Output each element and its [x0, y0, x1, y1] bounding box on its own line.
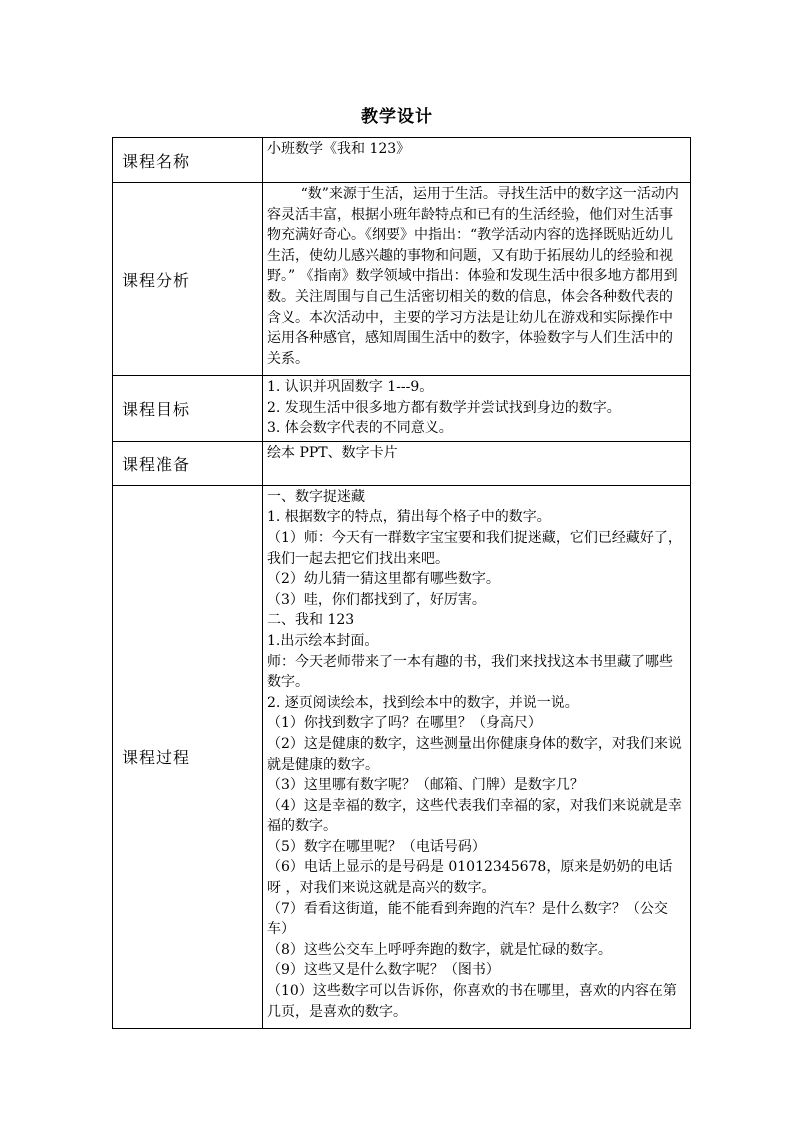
row-course-process: [113, 485, 691, 1028]
process-line: （3）哇，你们都找到了，好厉害。: [267, 591, 486, 608]
process-line: （9）这些又是什么数字呢？（图书）: [267, 962, 500, 979]
process-line: （5）数字在哪里呢？（电话号码）: [267, 838, 486, 855]
goal-item: 1. 认识并巩固数字 1---9。: [267, 379, 434, 395]
course-prep-text: 绘本 PPT、数字卡片: [267, 444, 398, 461]
process-line: 1. 根据数字的特点，猜出每个格子中的数字。: [267, 509, 551, 526]
process-line: 一、数字捉迷藏: [267, 488, 365, 505]
process-line: （10）这些数字可以告诉你，你喜欢的书在哪里，喜欢的内容在第几页，是喜欢的数字。: [267, 983, 677, 1020]
course-goals-label: 课程目标: [113, 376, 263, 442]
process-line: （7）看看这街道，能不能看到奔跑的汽车？是什么数字？（公交车）: [267, 900, 668, 938]
row-course-analysis: [113, 183, 691, 376]
row-course-name: [113, 138, 691, 183]
course-process-value: [263, 485, 691, 1028]
process-line: （2）幼儿猜一猜这里都有哪些数字。: [267, 571, 500, 588]
process-line: （6）电话上显示的是号码是 01012345678，原来是奶奶的电话呀 ，对我们来说这就是高兴的数字。: [267, 859, 673, 897]
course-name-label: 课程名称: [113, 138, 263, 183]
process-line: （1）你找到数字了吗？在哪里？（身高尺）: [267, 715, 542, 732]
process-line: （8）这些公交车上呼呼奔跑的数字，就是忙碌的数字。: [267, 941, 612, 958]
course-name-value: [263, 138, 691, 183]
process-line: 师：今天老师带来了一本有趣的书，我们来找找这本书里藏了哪些数字。: [267, 653, 673, 691]
course-prep-label: 课程准备: [113, 441, 263, 485]
course-goals-value: [263, 376, 691, 442]
course-prep-value: [263, 441, 691, 485]
process-line: （1）师：今天有一群数字宝宝要和我们捉迷藏，它们已经藏好了，我们一起去把它们找出来吧。: [267, 529, 682, 567]
course-process-label: 课程过程: [113, 485, 263, 1028]
process-line: （2）这是健康的数字，这些测量出你健康身体的数字，对我们来说就是健康的数字。: [267, 735, 682, 773]
row-course-prep: [113, 441, 691, 485]
row-course-goals: [113, 376, 691, 442]
process-line: （4）这是幸福的数字，这些代表我们幸福的家，对我们来说就是幸福的数字。: [267, 797, 682, 835]
process-line: 二、我和 123: [267, 612, 355, 629]
course-analysis-text: “数”来源于生活，运用于生活。寻找生活中的数字这一活动内容灵活丰富，根据小班年龄特点和已有的生活经验，他们对生活事物充满好奇心。《纲要》中指出：“教学活动内容的选择既贴近幼儿生活，使幼儿感兴趣的事物和问题，又有助于拓展幼儿的经验和视野。” 《指南》数学领域中指出：体验和发现生活中很多地方都用到数。关注周围与自己生活密切相关的数的信息，体会各种数代表的含义。本次活动中，主要的学习方法是让幼儿在游戏和实际操作中运用各种感官，感知周围生活中的数字，体验数字与人们生活中的关系。: [267, 186, 679, 367]
course-analysis-value: [263, 183, 691, 376]
goal-item: 3. 体会数字代表的不同意义。: [267, 420, 453, 437]
process-line: （3）这里哪有数字呢？（邮箱、门牌）是数字几？: [267, 777, 584, 794]
document-title: 教学设计: [361, 107, 433, 127]
process-line: 2. 逐页阅读绘本，找到绘本中的数字，并说一说。: [267, 694, 579, 711]
lesson-plan-table: [112, 137, 691, 1029]
course-name-text: 小班数学《我和 123》: [267, 141, 411, 157]
course-analysis-label: 课程分析: [113, 183, 263, 376]
process-line: 1.出示绘本封面。: [267, 632, 379, 649]
goal-item: 2. 发现生活中很多地方都有数学并尝试找到身边的数字。: [267, 399, 621, 416]
